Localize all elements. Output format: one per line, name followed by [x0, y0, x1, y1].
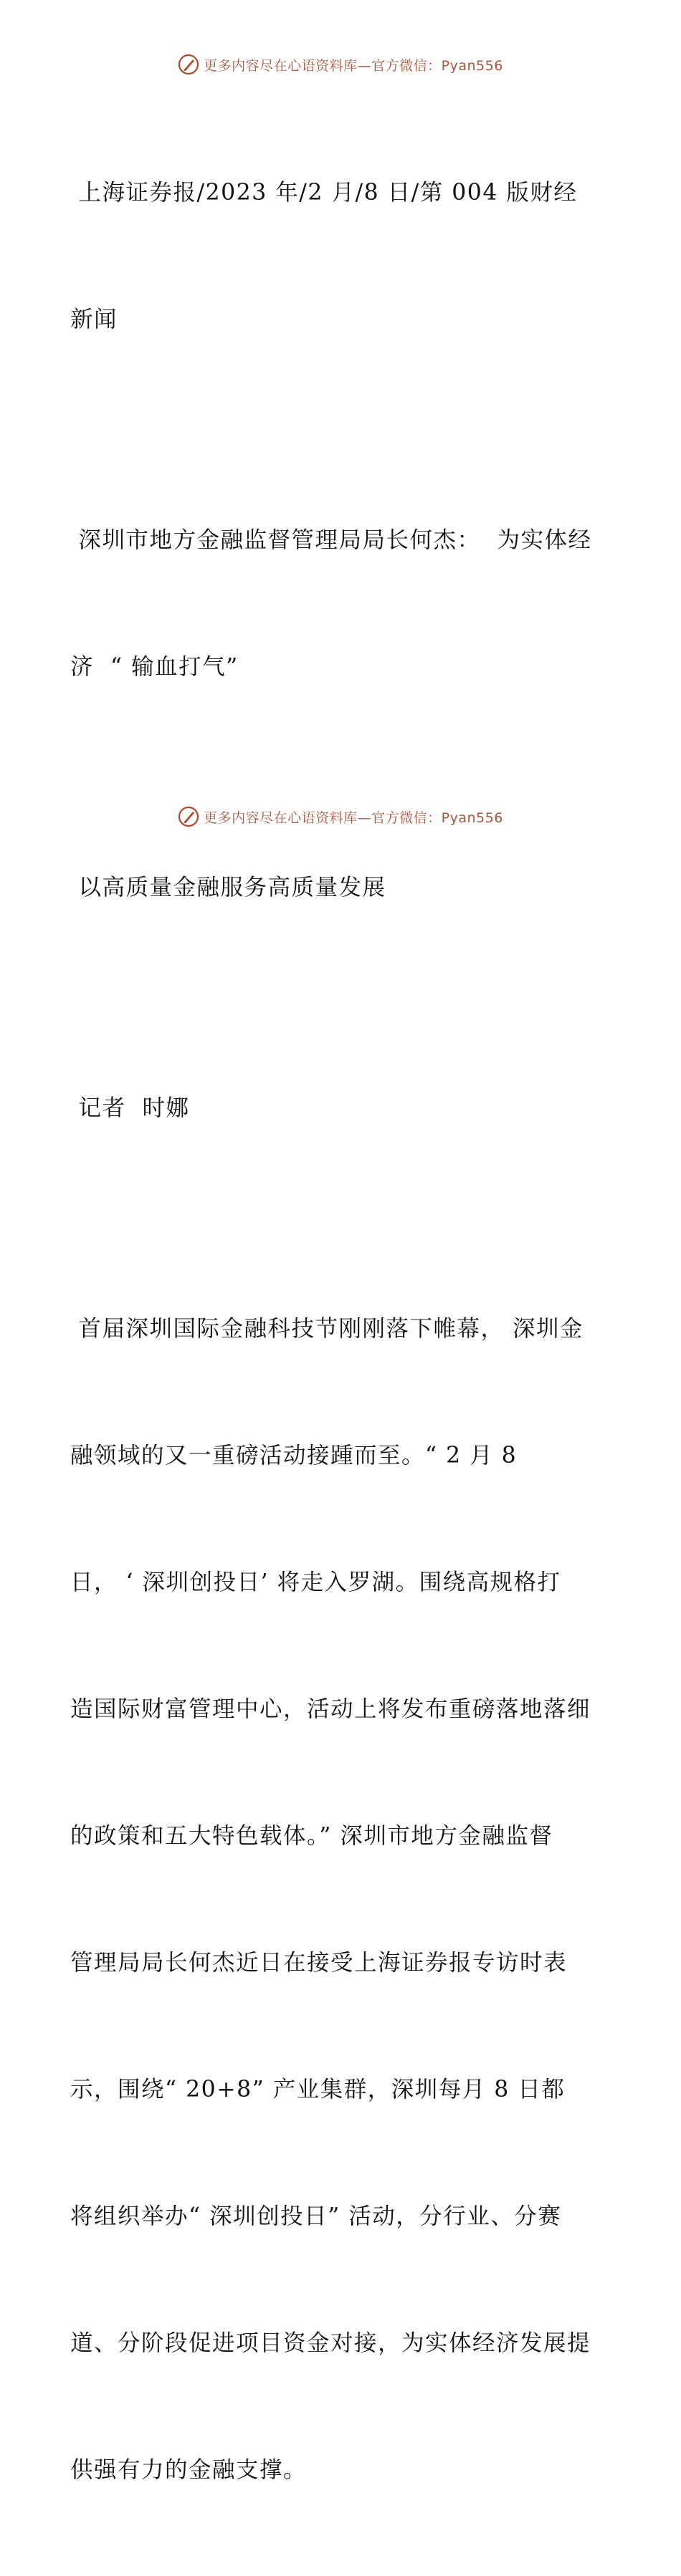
byline — [70, 1003, 609, 1214]
headline-line-1: 深圳市地方金融监督管理局局长何杰： 为实体经 — [70, 527, 592, 553]
body-line: 融领域的又一重磅活动接踵而至。“ 2 月 8 — [70, 1443, 518, 1469]
source-line-1: 上海证券报/2023 年/2 月/8 日/第 004 版财经 — [70, 180, 578, 206]
watermark-text: 更多内容尽在心语资料库—官方微信：Pyan556 — [204, 57, 503, 74]
quill-pen-circle-icon — [178, 806, 199, 827]
headline — [70, 435, 609, 773]
body-line: 的政策和五大特色载体。” 深圳市地方金融监督 — [70, 1823, 553, 1849]
body-line: 造国际财富管理中心，活动上将发布重磅落地落细 — [70, 1696, 591, 1722]
body-paragraph — [70, 1224, 609, 2576]
watermark-text: 更多内容尽在心语资料库—官方微信：Pyan556 — [204, 809, 503, 826]
body-line: 将组织举办“ 深圳创投日” 活动，分行业、分赛 — [70, 2203, 562, 2229]
watermark-group — [178, 54, 503, 75]
watermark-group — [178, 806, 503, 827]
body-line: 示，围绕“ 20+8” 产业集群，深圳每月 8 日都 — [70, 2077, 566, 2102]
body-line: 管理局局长何杰近日在接受上海证券报专访时表 — [70, 1950, 568, 1976]
watermark-banner-bottom — [0, 802, 681, 831]
headline-line-2: 济 “ 输血打气” — [70, 654, 239, 680]
byline-line: 记者 时娜 — [70, 1095, 190, 1121]
watermark-banner-top — [0, 50, 681, 79]
subheadline-line: 以高质量金融服务高质量发展 — [70, 875, 386, 900]
body-line: 日， ‘ 深圳创投日’ 将走入罗湖。围绕高规格打 — [70, 1570, 561, 1595]
body-line: 首届深圳国际金融科技节刚刚落下帷幕， 深圳金 — [70, 1316, 584, 1342]
quill-pen-circle-icon — [178, 54, 199, 75]
body-line: 道、分阶段促进项目资金对接，为实体经济发展提 — [70, 2330, 591, 2356]
source-line-2: 新闻 — [70, 307, 118, 332]
article — [70, 87, 609, 2576]
source-line — [70, 87, 609, 426]
body-line: 供强有力的金融支撑。 — [70, 2457, 308, 2483]
